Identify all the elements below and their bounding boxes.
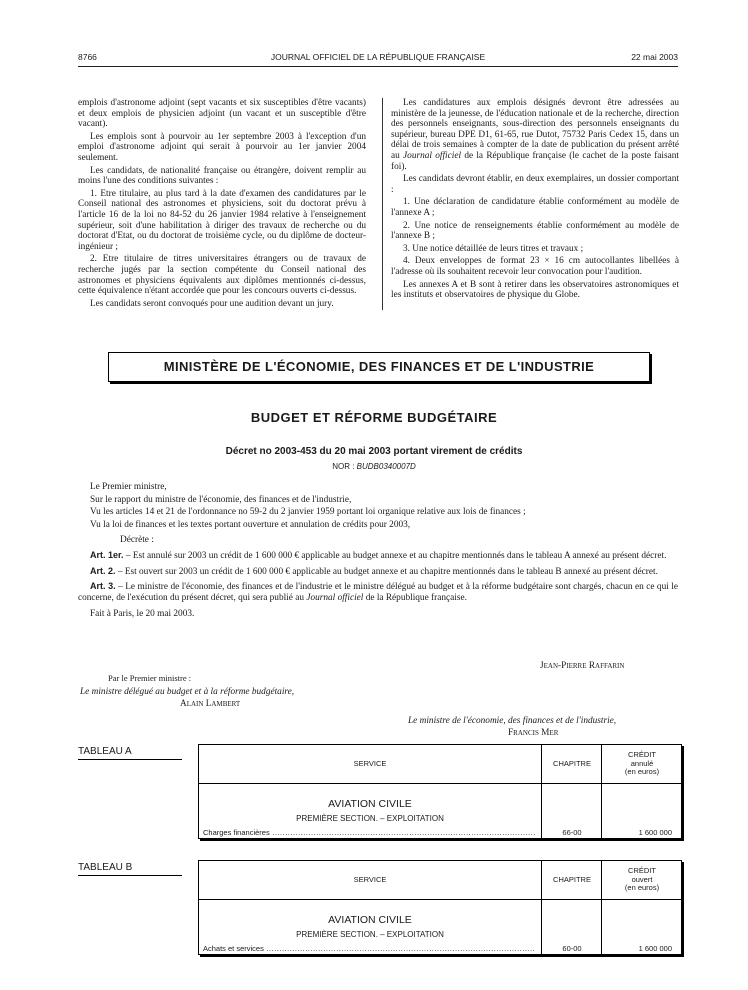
credit-value: 1 600 000 [638, 828, 672, 837]
issue-date: 22 mai 2003 [631, 52, 678, 62]
decrete: Décrète : [120, 535, 154, 546]
credit-value: 1 600 000 [638, 944, 672, 953]
article-1: Art. 1er. – Est annulé sur 2003 un crédit de 1 600 000 € applicable au budget annexe et au chapitre mentionnés dans le tableau A annexé au présent décret. [90, 549, 667, 561]
paragraph: 3. Une notice détaillée de leurs titres et travaux ; [403, 243, 584, 254]
section-name: PREMIÈRE SECTION. – EXPLOITATION [296, 930, 444, 939]
chapitre-value: 66-00 [562, 828, 582, 837]
col-service: SERVICE [353, 875, 387, 884]
paragraph: Les emplois sont à pourvoir au 1er septembre 2003 à l'exception d'un emploi d'astronome adjoint qui serait à pourvoir au 1er janvier 2004 seulement. [78, 131, 366, 163]
fait-a-paris: Fait à Paris, le 20 mai 2003. [90, 609, 195, 620]
header-rule [78, 66, 678, 67]
table-a-label: TABLEAU A [78, 746, 182, 760]
intro-line: Vu la loi de finances et les textes portant ouverture et annulation de crédits pour 2003, [90, 519, 411, 530]
table-b [198, 860, 682, 955]
paragraph: 4. Deux enveloppes de format 23 × 16 cm autocollantes libellées à l'adresse où ils souhaitent recevoir leur convocation pour l'audition. [391, 256, 679, 277]
col-chapitre: CHAPITRE [541, 745, 602, 783]
journal-title: JOURNAL OFFICIEL DE LA RÉPUBLIQUE FRANÇAISE [270, 52, 486, 62]
ministre-delegue-title: Le ministre délégué au budget et à la réforme budgétaire, [80, 687, 295, 697]
left-column [78, 98, 366, 311]
decree-title: Décret no 2003-453 du 20 mai 2003 portant virement de crédits [225, 446, 523, 457]
paragraph: Les candidats seront convoqués pour une audition devant un jury. [90, 298, 334, 309]
chapitre-value: 60-00 [562, 944, 582, 953]
ministry-title: MINISTÈRE DE L'ÉCONOMIE, DES FINANCES ET DE L'INDUSTRIE [108, 352, 650, 382]
table-b-label: TABLEAU B [78, 862, 182, 876]
intro-line: Le Premier ministre, [90, 482, 167, 492]
article-2: Art. 2. – Est ouvert sur 2003 un crédit de 1 600 000 € applicable au budget annexe et au chapitre mentionnés dans le tableau B annexé au présent décret. [90, 565, 658, 577]
paragraph: Les annexes A et B sont à retirer dans les observatoires astronomiques et les instituts et observatoires de physique du Globe. [391, 279, 679, 301]
paragraph: Les candidats devront établir, en deux exemplaires, un dossier comportant : [391, 174, 679, 195]
table-row [199, 784, 681, 838]
paragraph: Les candidatures aux emplois désignés devront être adressées au ministère de la jeunesse, de l'éducation nationale et de la recherche, direction des personnels enseignants, sous-direction des personnels enseignants du supérieur, bureau DPE D1, 61-65, rue Dutot, 75732 Paris Cedex 15, dans un délai de trois semaines à compter de la date de publication du présent arrêté au Journal officiel de la République française (le cachet de la poste faisant foi). [391, 98, 679, 172]
table-header [199, 745, 681, 784]
service-name: AVIATION CIVILE [328, 914, 412, 926]
table-row [199, 900, 681, 954]
nor-reference: NOR : BUDB0340007D [332, 462, 416, 471]
ministre-economie-name: Francis Mer [508, 728, 559, 738]
right-column [391, 98, 679, 303]
paragraph: 2. Etre titulaire de titres universitaires étrangers ou de travaux de recherche jugés par la section compétente du Conseil national des astronomes et physiciens équivalents aux diplômes mentionnés ci-dessus, cette équivalence n'étant accordée que pour les concours ouverts ci-dessus. [78, 254, 366, 297]
line-label: Charges financières ..... [203, 828, 535, 837]
col-service: SERVICE [353, 759, 387, 768]
paragraph: 2. Une notice de renseignements établie conformément au modèle de l'annexe B ; [391, 220, 679, 242]
paragraph: emplois d'astronome adjoint (sept vacants et six susceptibles d'être vacants) et deux emplois de physicien adjoint (un vacant et un susceptible d'être vacant). [78, 98, 366, 130]
ministre-economie-title: Le ministre de l'économie, des finances et de l'industrie, [408, 716, 617, 726]
service-name: AVIATION CIVILE [328, 798, 412, 810]
section-name: PREMIÈRE SECTION. – EXPLOITATION [296, 814, 444, 823]
column-divider [382, 98, 383, 310]
line-label: Achats et services ..... [203, 944, 535, 953]
article-3: Art. 3. – Le ministre de l'économie, des finances et de l'industrie et le ministre délégué au budget et à la réforme budgétaire sont chargés, chacun en ce qui le concerne, de l'exécution du présent décret, qui sera publié au Journal officiel de la République française. [78, 581, 678, 603]
col-credit: CRÉDIT annulé (en euros) [601, 745, 682, 783]
col-credit: CRÉDIT ouvert (en euros) [601, 861, 682, 899]
table-header [199, 861, 681, 900]
intro-line: Vu les articles 14 et 21 de l'ordonnance no 59-2 du 2 janvier 1959 portant loi organique relative aux lois de finances ; [90, 507, 526, 518]
signature-premier-ministre: Jean-Pierre Raffarin [540, 661, 625, 671]
decree-body [78, 482, 678, 622]
table-a [198, 744, 682, 839]
paragraph: 1. Une déclaration de candidature établie conformément au modèle de l'annexe A ; [391, 197, 679, 218]
ministre-delegue-name: Alain Lambert [180, 699, 241, 709]
paragraph: Les candidats, de nationalité française ou étrangère, doivent remplir au moins l'une des conditions suivantes : [78, 165, 366, 187]
section-title: BUDGET ET RÉFORME BUDGÉTAIRE [250, 410, 498, 425]
col-chapitre: CHAPITRE [541, 861, 602, 899]
paragraph: 1. Etre titulaire, au plus tard à la date d'examen des candidatures par le Conseil national des astronomes et physiciens, soit du doctorat prévu à l'article 16 de la loi no 84-52 du 26 janvier 1984 relative à l'enseignement supérieur, soit d'une habilitation à diriger des travaux de recherche ou du doctorat d'Etat, ou du doctorat de troisième cycle, ou du diplôme de docteur-ingénieur ; [78, 188, 366, 252]
par-le-premier-ministre: Par le Premier ministre : [108, 673, 192, 683]
page-number: 8766 [78, 52, 97, 62]
intro-line: Sur le rapport du ministre de l'économie, des finances et de l'industrie, [90, 494, 352, 505]
